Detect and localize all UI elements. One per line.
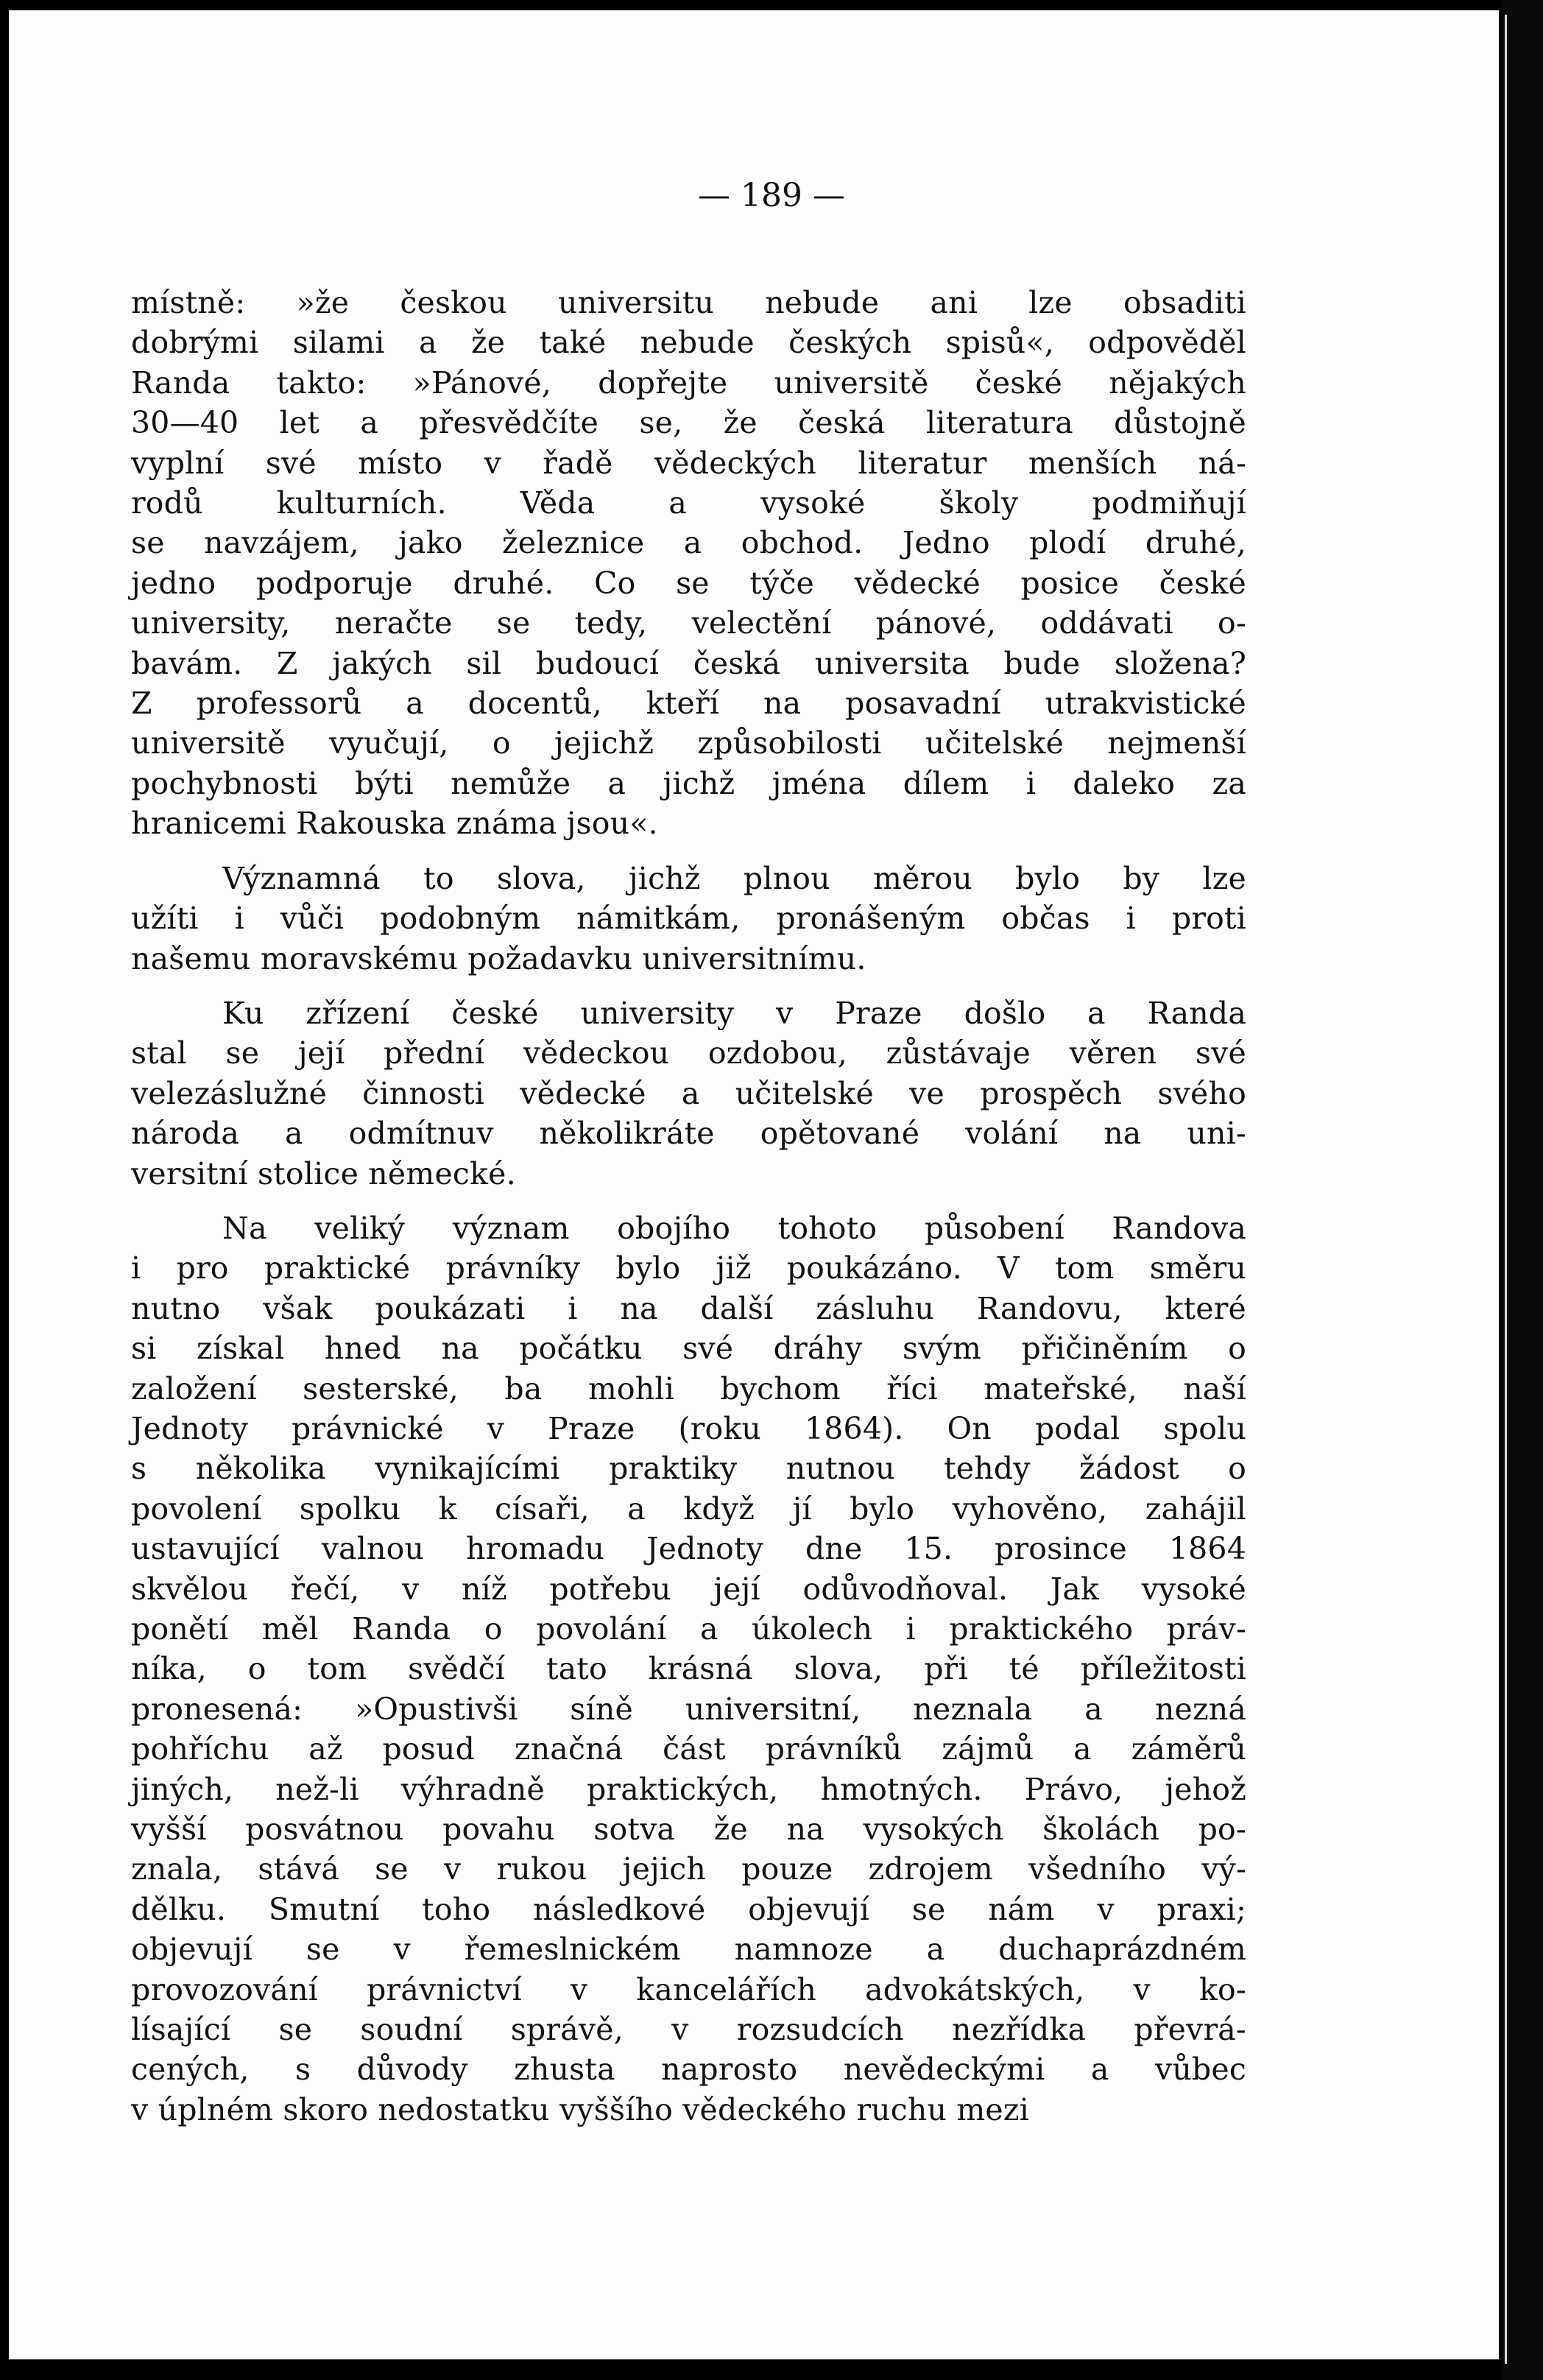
- text-line: i pro praktické právníky bylo již poukázáno. V tom směru: [131, 1250, 1246, 1286]
- text-line: Z professorů a docentů, kteří na posavadní utrakvistické: [131, 686, 1246, 722]
- text-line: užíti i vůči podobným námitkám, pronášeným občas i proti: [131, 901, 1246, 937]
- text-line: ponětí měl Randa o povolání a úkolech i praktického práv-: [131, 1611, 1246, 1647]
- scan-border: [1502, 0, 1543, 2380]
- text-line: Na veliký význam obojího tohoto působení Randova: [222, 1210, 1246, 1246]
- text-line: s několika vynikajícími praktiky nutnou tehdy žádost o: [131, 1451, 1246, 1487]
- paragraph: [131, 859, 1246, 979]
- body-text: [131, 283, 1246, 2130]
- text-line: 30—40 let a přesvědčíte se, že česká literatura důstojně: [131, 405, 1246, 441]
- text-line: rodů kulturních. Věda a vysoké školy podmiňují: [131, 485, 1246, 521]
- text-line: objevují se v řemeslnickém namnoze a duchaprázdném: [131, 1932, 1246, 1968]
- text-line: v úplném skoro nedostatku vyššího vědeckého ruchu mezi: [131, 2091, 1029, 2127]
- text-line: si získal hned na počátku své dráhy svým přičiněním o: [131, 1331, 1246, 1367]
- text-line: národa a odmítnuv několikráte opětované volání na uni-: [131, 1116, 1246, 1152]
- text-line: university, neračte se tedy, velectění pánové, oddávati o-: [131, 605, 1246, 641]
- text-line: dělku. Smutní toho následkové objevují se nám v praxi;: [131, 1891, 1246, 1927]
- text-line: povolení spolku k císaři, a když jí bylo vyhověno, zahájil: [131, 1490, 1246, 1527]
- text-line: vyplní své místo v řadě vědeckých literatur menších ná-: [131, 445, 1246, 481]
- text-line: vyšší posvátnou povahu sotva že na vysokých školách po-: [131, 1812, 1246, 1848]
- text-line: versitní stolice německé.: [131, 1155, 516, 1191]
- text-line: pronesená: »Opustivši síně universitní, neznala a nezná: [131, 1691, 1246, 1727]
- text-line: Významná to slova, jichž plnou měrou bylo by lze: [222, 860, 1246, 896]
- text-line: Jednoty právnické v Praze (roku 1864). On podal spolu: [131, 1410, 1246, 1446]
- page-number: — 189 —: [698, 177, 845, 214]
- text-line: hranicemi Rakouska známa jsou«.: [131, 806, 658, 842]
- text-line: jiných, než-li výhradně praktických, hmotných. Právo, jehož: [131, 1771, 1246, 1807]
- text-line: bavám. Z jakých sil budoucí česká universita bude složena?: [131, 645, 1246, 681]
- text-line: cených, s důvody zhusta naprosto nevědeckými a vůbec: [131, 2052, 1246, 2088]
- paragraph: [131, 993, 1246, 1194]
- text-line: se navzájem, jako železnice a obchod. Jedno plodí druhé,: [131, 525, 1246, 561]
- text-line: pohříchu až posud značná část právníků zájmů a záměrů: [131, 1731, 1246, 1767]
- text-line: jedno podporuje druhé. Co se týče vědecké posice české: [131, 565, 1246, 601]
- text-line: velezáslužné činnosti vědecké a učitelské ve prospěch svého: [131, 1075, 1246, 1111]
- text-line: nutno však poukázati i na další zásluhu Randovu, které: [131, 1290, 1246, 1326]
- text-line: Ku zřízení české university v Praze došlo a Randa: [222, 995, 1246, 1031]
- text-line: našemu moravskému požadavku universitnímu.: [131, 940, 866, 976]
- text-line: znala, stává se v rukou jejich pouze zdrojem všedního vý-: [131, 1851, 1246, 1887]
- text-line: níka, o tom svědčí tato krásná slova, při té příležitosti: [131, 1651, 1246, 1687]
- text-line: dobrými silami a že také nebude českých spisů«, odpověděl: [131, 325, 1246, 361]
- paragraph: [131, 283, 1246, 844]
- text-line: založení sesterské, ba mohli bychom říci mateřské, naší: [131, 1370, 1246, 1406]
- paragraph: [131, 1208, 1246, 2130]
- text-line: skvělou řečí, v níž potřebu její odůvodňoval. Jak vysoké: [131, 1571, 1246, 1607]
- text-line: provozování právnictví v kancelářích advokátských, v ko-: [131, 1971, 1246, 2007]
- text-line: místně: »že českou universitu nebude ani lze obsaditi: [131, 285, 1246, 320]
- text-line: ustavující valnou hromadu Jednoty dne 15. prosince 1864: [131, 1531, 1246, 1567]
- text-line: lísající se soudní správě, v rozsudcích nezřídka převrá-: [131, 2012, 1246, 2048]
- text-line: universitě vyučují, o jejichž způsobilosti učitelské nejmenší: [131, 725, 1246, 761]
- text-line: Randa takto: »Pánové, dopřejte universitě české nějakých: [131, 365, 1246, 401]
- page-edge-line: [1505, 15, 1507, 2364]
- text-line: stal se její přední vědeckou ozdobou, zůstávaje věren své: [131, 1035, 1246, 1071]
- text-line: pochybnosti býti nemůže a jichž jména dílem i daleko za: [131, 765, 1246, 801]
